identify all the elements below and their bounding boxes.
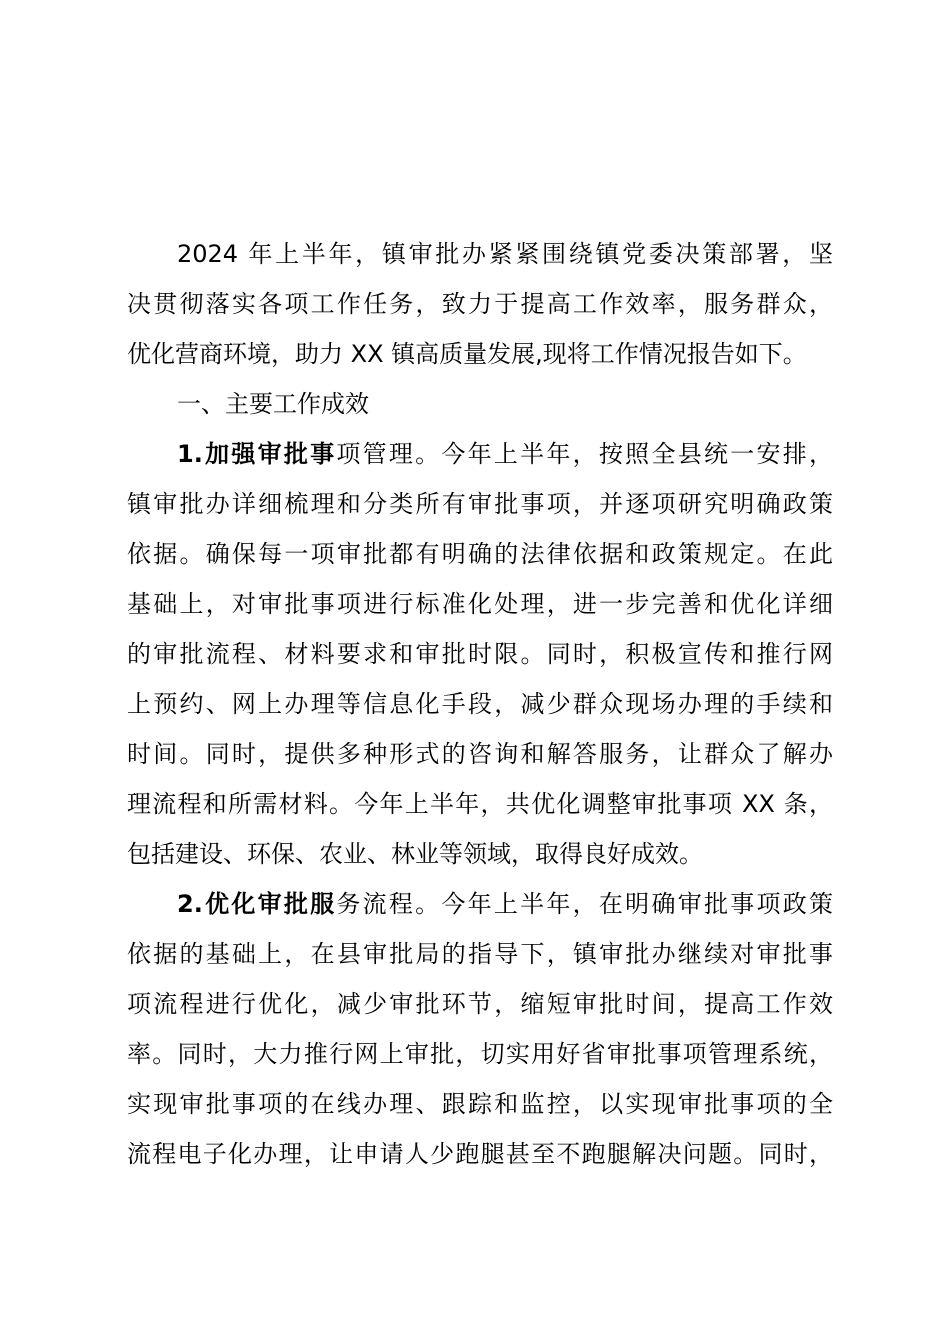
intro-line-2: 决贯彻落实各项工作任务，致力于提高工作效率，服务群众，: [127, 290, 833, 318]
item-1-line-3: 依据。确保每一项审批都有明确的法律依据和政策规定。在此: [127, 540, 833, 568]
item-2-line-2: 依据的基础上，在县审批局的指导下，镇审批办继续对审批事: [127, 940, 833, 968]
item-2-first-line: [127, 879, 833, 929]
item-1-line-5: 的审批流程、材料要求和审批时限。同时，积极宣传和推行网: [127, 640, 833, 668]
item-1-line-8: 理流程和所需材料。今年上半年，共优化调整审批事项 XX 条，: [127, 790, 833, 818]
item-1-line-2: 镇审批办详细梳理和分类所有审批事项，并逐项研究明确政策: [127, 490, 833, 518]
item-2-first-line-rest: 务流程。今年上半年，在明确审批事项政策: [336, 890, 833, 918]
intro-line-3: 优化营商环境，助力 XX 镇高质量发展,现将工作情况报告如下。: [127, 340, 807, 368]
item-1-paragraph: [127, 429, 833, 879]
section-heading: 一、主要工作成效: [177, 390, 369, 418]
item-1-line-6: 上预约、网上办理等信息化手段，减少群众现场办理的手续和: [127, 690, 833, 718]
item-1-first-line: [127, 429, 833, 479]
intro-line-1: 2024 年上半年，镇审批办紧紧围绕镇党委决策部署，坚: [177, 240, 833, 268]
item-2-bold-lead: 2.优化审批服: [177, 890, 337, 918]
document-body: [127, 229, 833, 1179]
item-2-line-6: 流程电子化办理，让申请人少跑腿甚至不跑腿解决问题。同时，: [127, 1140, 833, 1168]
item-1-line-9: 包括建设、环保、农业、林业等领域，取得良好成效。: [127, 840, 703, 868]
item-2-line-5: 实现审批事项的在线办理、跟踪和监控，以实现审批事项的全: [127, 1090, 833, 1118]
intro-paragraph: [127, 229, 833, 379]
item-1-first-line-rest: 项管理。今年上半年，按照全县统一安排，: [336, 440, 833, 468]
item-2-line-3: 项流程进行优化，减少审批环节，缩短审批时间，提高工作效: [127, 990, 833, 1018]
item-2-paragraph: [127, 879, 833, 1179]
item-1-bold-lead: 1.加强审批事: [177, 440, 337, 468]
item-1-line-4: 基础上，对审批事项进行标准化处理，进一步完善和优化详细: [127, 590, 833, 618]
item-2-line-4: 率。同时，大力推行网上审批，切实用好省审批事项管理系统，: [127, 1040, 833, 1068]
item-1-line-7: 时间。同时，提供多种形式的咨询和解答服务，让群众了解办: [127, 740, 833, 768]
